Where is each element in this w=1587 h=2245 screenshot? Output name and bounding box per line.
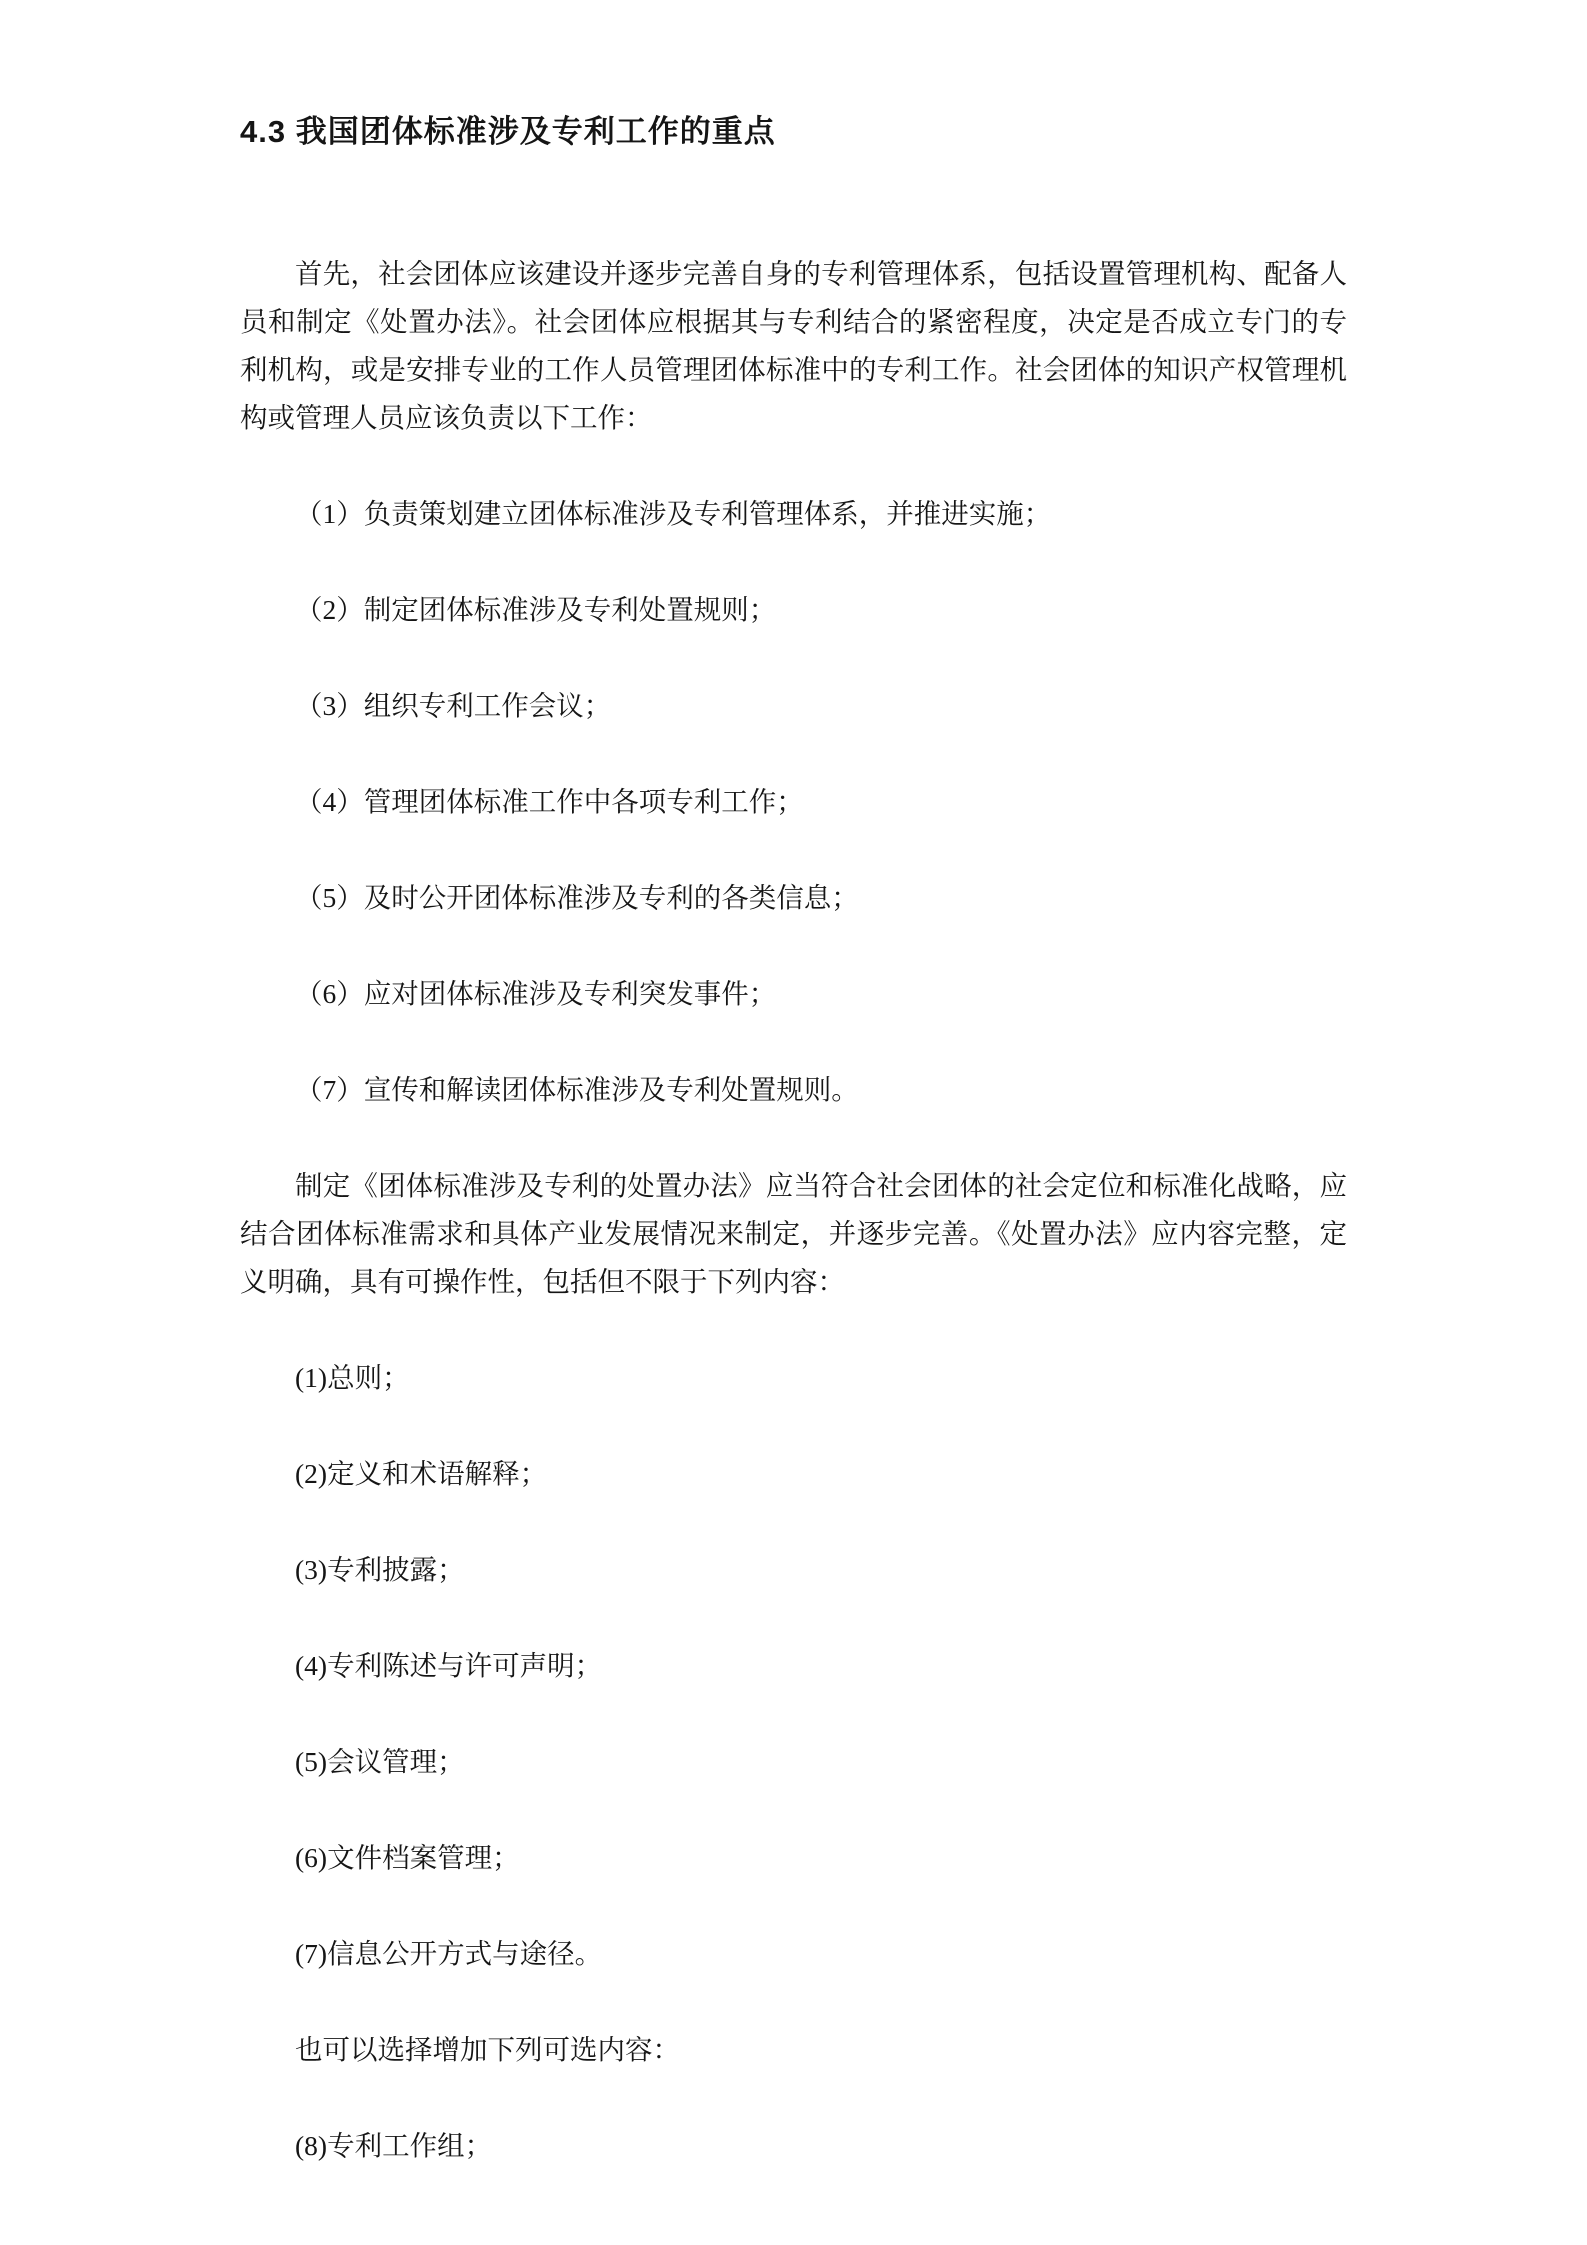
paragraph-measures: 制定《团体标准涉及专利的处置办法》应当符合社会团体的社会定位和标准化战略，应结合团体标准需求和具体产业发展情况来制定，并逐步完善。《处置办法》应内容完整，定义明确，具有可操作性，包括但不限于下列内容： — [240, 1170, 1347, 1297]
content-list-item: (3)专利披露； — [295, 1554, 465, 1585]
content-list-item: (5)会议管理； — [295, 1746, 465, 1777]
duty-list-item: （6）应对团体标准涉及专利突发事件； — [295, 978, 777, 1009]
optional-list-item: (8)专利工作组； — [295, 2130, 493, 2161]
content-list-item: (2)定义和术语解释； — [295, 1458, 548, 1489]
content-list-item: (6)文件档案管理； — [295, 1842, 520, 1873]
content-list-item: (4)专利陈述与许可声明； — [295, 1650, 603, 1681]
duty-list-item: （5）及时公开团体标准涉及专利的各类信息； — [295, 882, 859, 913]
optional-note: 也可以选择增加下列可选内容： — [295, 2034, 680, 2065]
duty-list-item: （7）宣传和解读团体标准涉及专利处置规则。 — [295, 1074, 859, 1105]
duty-list-item: （4）管理团体标准工作中各项专利工作； — [295, 786, 804, 817]
paragraph-intro: 首先，社会团体应该建设并逐步完善自身的专利管理体系，包括设置管理机构、配备人员和制定《处置办法》。社会团体应根据其与专利结合的紧密程度，决定是否成立专门的专利机构，或是安排专业的工作人员管理团体标准中的专利工作。社会团体的知识产权管理机构或管理人员应该负责以下工作： — [240, 258, 1347, 433]
content-list-item: (1)总则； — [295, 1362, 410, 1393]
section-heading: 4.3 我国团体标准涉及专利工作的重点 — [240, 114, 776, 149]
content-list-item: (7)信息公开方式与途径。 — [295, 1938, 603, 1969]
duty-list-item: （2）制定团体标准涉及专利处置规则； — [295, 594, 777, 625]
duty-list-item: （3）组织专利工作会议； — [295, 690, 612, 721]
duty-list-item: （1）负责策划建立团体标准涉及专利管理体系，并推进实施； — [295, 498, 1052, 529]
